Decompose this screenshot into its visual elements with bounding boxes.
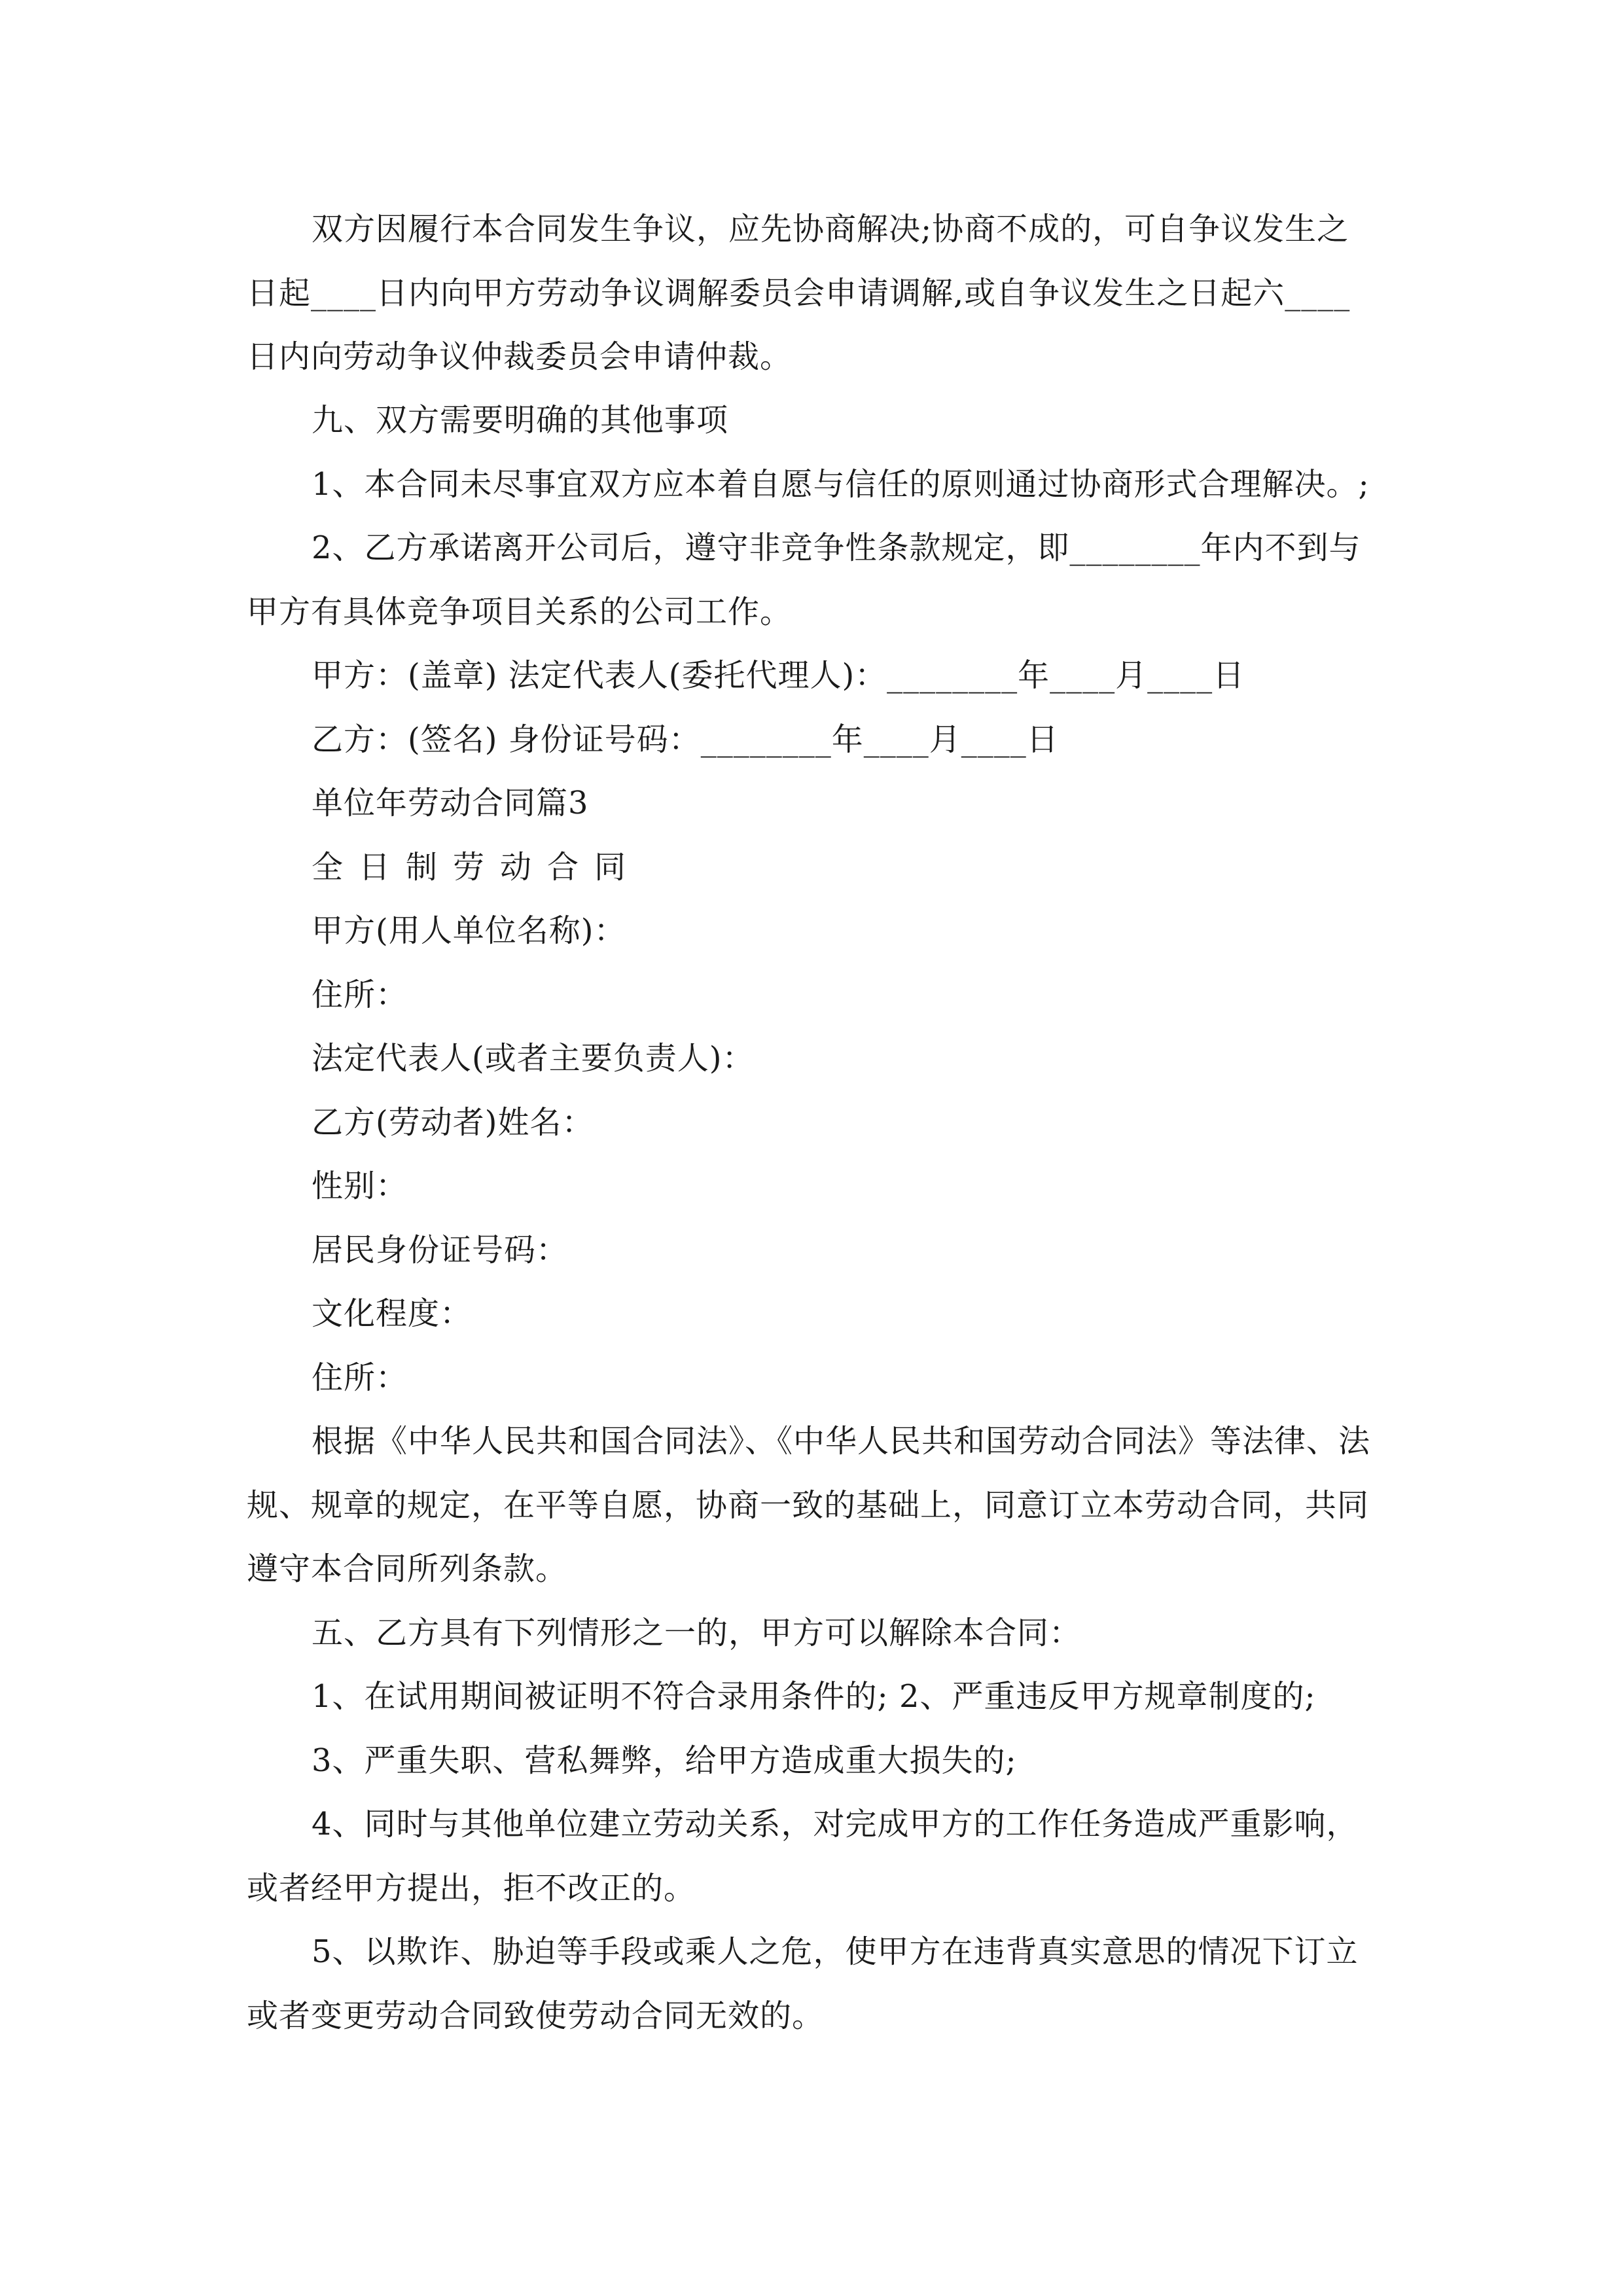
field-employee-address: 住所：: [312, 1359, 408, 1396]
contract-title: 全日制劳动合同: [312, 849, 642, 886]
field-employer-address: 住所：: [312, 977, 408, 1013]
paragraph-line: 1、在试用期间被证明不符合录用条件的; 2、严重违反甲方规章制度的;: [312, 1678, 1316, 1715]
paragraph-line: 1、本合同未尽事宜双方应本着自愿与信任的原则通过协商形式合理解决。;: [312, 466, 1370, 503]
paragraph-line: 3、严重失职、营私舞弊，给甲方造成重大损失的;: [312, 1742, 1017, 1779]
paragraph-line: 根据《中华人民共和国合同法》、《中华人民共和国劳动合同法》等法律、法: [312, 1423, 1371, 1460]
section-heading: 五、乙方具有下列情形之一的，甲方可以解除本合同：: [312, 1615, 1082, 1651]
field-employer-name: 甲方(用人单位名称)：: [312, 912, 626, 949]
paragraph-line: 5、以欺诈、胁迫等手段或乘人之危，使甲方在违背真实意思的情况下订立: [312, 1933, 1359, 1970]
paragraph-line: 2、乙方承诺离开公司后，遵守非竞争性条款规定，即________年内不到与: [312, 529, 1361, 566]
paragraph-line: 规、规章的规定，在平等自愿，协商一致的基础上，同意订立本劳动合同，共同: [247, 1487, 1370, 1524]
paragraph-line: 或者变更劳动合同致使劳动合同无效的。: [247, 1998, 825, 2034]
field-legal-representative: 法定代表人(或者主要负责人)：: [312, 1040, 755, 1077]
signature-line-party-a: 甲方：(盖章) 法定代表人(委托代理人)：________年____月____日: [312, 657, 1245, 694]
paragraph-line: 4、同时与其他单位建立劳动关系，对完成甲方的工作任务造成严重影响，: [312, 1806, 1359, 1842]
document-subtitle: 单位年劳动合同篇3: [312, 785, 589, 821]
field-education: 文化程度：: [312, 1295, 473, 1332]
field-id-number: 居民身份证号码：: [312, 1232, 569, 1268]
field-gender: 性别：: [312, 1168, 408, 1204]
section-heading: 九、双方需要明确的其他事项: [312, 402, 729, 439]
paragraph-line: 日起____日内向甲方劳动争议调解委员会申请调解,或自争议发生之日起六____: [247, 275, 1351, 312]
paragraph-line: 日内向劳动争议仲裁委员会申请仲裁。: [247, 338, 793, 375]
field-employee-name: 乙方(劳动者)姓名：: [312, 1104, 594, 1141]
paragraph-line: 或者经甲方提出，拒不改正的。: [247, 1870, 696, 1907]
paragraph-line: 双方因履行本合同发生争议，应先协商解决;协商不成的，可自争议发生之: [312, 211, 1349, 247]
paragraph-line: 甲方有具体竞争项目关系的公司工作。: [247, 594, 793, 630]
signature-line-party-b: 乙方：(签名) 身份证号码：________年____月____日: [312, 721, 1059, 758]
paragraph-line: 遵守本合同所列条款。: [247, 1551, 568, 1587]
